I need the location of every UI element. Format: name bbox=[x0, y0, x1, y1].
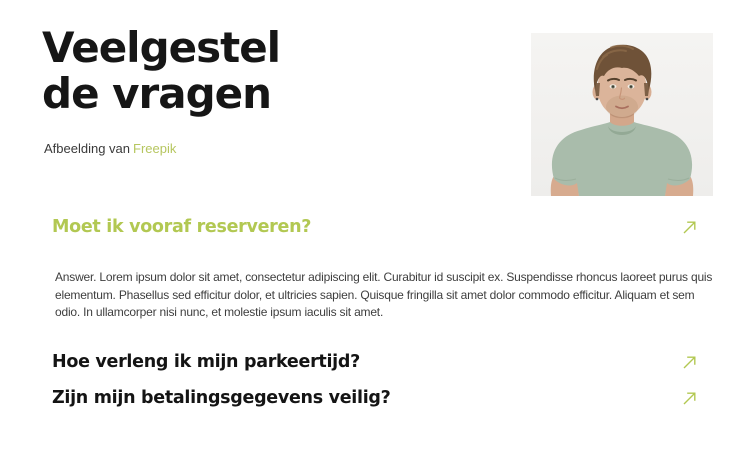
answer-line: elementum. Phasellus sed efficitur dolor, et ultricies sapien. Quisque fringilla sit amet dolor commodo efficitur. Aliquam et sem bbox=[55, 287, 695, 302]
faq-item-2[interactable] bbox=[52, 348, 698, 376]
arrow-up-right-icon[interactable] bbox=[681, 219, 698, 236]
faq-item-3[interactable] bbox=[52, 384, 698, 412]
answer-line: Answer. Lorem ipsum dolor sit amet, consectetur adipiscing elit. Curabitur id suscipit ex. Suspendisse rhoncus laoreet purus quis bbox=[55, 270, 713, 284]
arrow-up-right-icon[interactable] bbox=[681, 354, 698, 371]
page-title-line1: Veelgestel bbox=[42, 23, 281, 72]
page-title-line2: de vragen bbox=[42, 69, 272, 118]
image-credit bbox=[44, 141, 176, 156]
answer-line: odio. In ullamcorper nisi nunc, et molestie ipsum iaculis sit amet. bbox=[55, 305, 384, 319]
freepik-link[interactable]: Freepik bbox=[133, 141, 177, 156]
faq-item-1[interactable] bbox=[52, 213, 698, 241]
page-title bbox=[42, 25, 280, 117]
arrow-up-right-icon[interactable] bbox=[681, 390, 698, 407]
faq-question-1[interactable]: Moet ik vooraf reserveren? bbox=[52, 217, 312, 237]
faq-question-2[interactable]: Hoe verleng ik mijn parkeertijd? bbox=[52, 352, 360, 372]
faq-answer-1 bbox=[55, 269, 735, 322]
credit-text: Afbeelding van bbox=[44, 141, 131, 156]
portrait-photo bbox=[531, 33, 713, 196]
faq-question-3[interactable]: Zijn mijn betalingsgegevens veilig? bbox=[52, 388, 391, 408]
portrait-photo-graphic bbox=[531, 33, 713, 196]
